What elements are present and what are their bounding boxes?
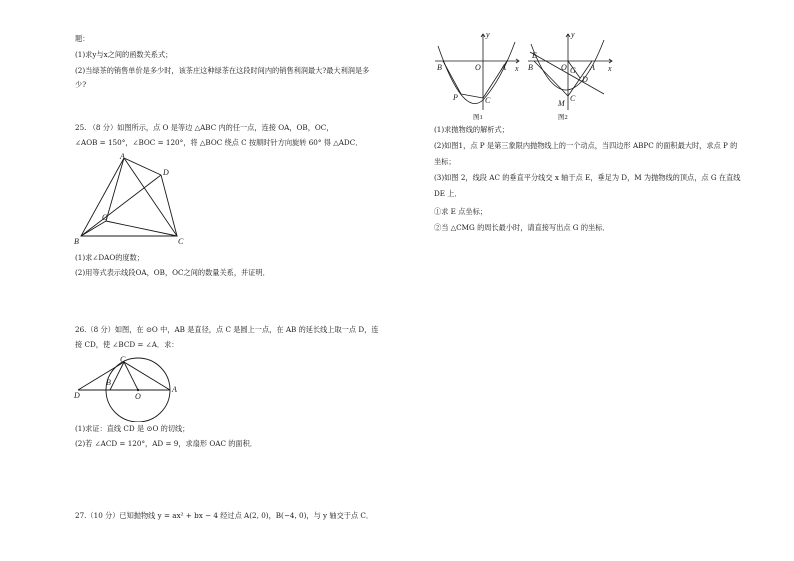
fig1-caption: 图1 bbox=[473, 114, 483, 120]
q26-label-d: D bbox=[74, 391, 80, 400]
fig1-y-label: y bbox=[486, 30, 490, 39]
q27-part-2a: (2)如图1，点 P 是第三象限内抛物线上的一个动点，当四边形 ABPC 的面积最大时，求点 P 的 bbox=[434, 141, 738, 150]
q26-label-b: B bbox=[106, 378, 111, 387]
fig2-label-g: G bbox=[570, 66, 576, 75]
q26-line-2: 接 CD，使 ∠BCD = ∠A．求： bbox=[75, 340, 179, 349]
fig1-label-p: P bbox=[453, 93, 458, 102]
fig2-y-label: y bbox=[571, 30, 575, 39]
q25-part-1: (1)求∠DAO的度数； bbox=[75, 253, 144, 262]
fig2-label-d: D bbox=[582, 75, 588, 84]
prev-question-tail: 题： bbox=[75, 34, 90, 43]
q27-part-2b: 坐标； bbox=[434, 157, 456, 166]
q27-part-1: (1)求抛物线的解析式； bbox=[434, 125, 509, 134]
fig2-label-m: M bbox=[558, 99, 565, 108]
q27-part-3d: ②当 △CMG 的周长最小时，请直接写出点 G 的坐标． bbox=[434, 223, 610, 232]
q27-part-3a: (3)如图 2，线段 AC 的垂直平分线交 x 轴于点 E，垂足为 D，M 为抛物线的顶点，点 G 在直线 bbox=[434, 173, 741, 182]
fig1-label-o: O bbox=[475, 63, 481, 72]
q25-line-1: 25. （8 分）如图所示，点 O 是等边 △ABC 内的任一点，连接 OA，OB，OC， bbox=[75, 123, 334, 132]
prev-part-1: (1)求y与x之间的函数关系式； bbox=[75, 50, 173, 59]
q26-line-1: 26.（8 分）如图，在 ⊙O 中，AB 是直径，点 C 是圆上一点，在 AB 的延长线上取一点 D，连 bbox=[75, 325, 379, 334]
prev-part-2-cont: 少? bbox=[75, 80, 87, 89]
q27-figure-1 bbox=[433, 28, 523, 120]
q25-label-a: A bbox=[120, 152, 125, 161]
q26-label-a: A bbox=[172, 385, 177, 394]
q25-line-2: ∠AOB = 150°，∠BOC = 120°，将 △BOC 绕点 C 按顺时针方向旋转 60° 得 △ADC． bbox=[75, 138, 363, 147]
fig2-caption: 图2 bbox=[558, 114, 568, 120]
q25-label-o: O bbox=[102, 213, 108, 222]
q25-triangle-figure bbox=[72, 150, 187, 246]
q26-part-1: (1)求证：直线 CD 是 ⊙O 的切线； bbox=[75, 424, 190, 433]
q26-label-c: C bbox=[120, 355, 126, 364]
q26-circle-figure bbox=[72, 352, 187, 422]
fig1-label-b: B bbox=[437, 63, 442, 72]
fig1-x-label: x bbox=[515, 64, 519, 73]
fig2-label-a: A bbox=[590, 63, 595, 72]
q26-label-o: O bbox=[135, 392, 141, 401]
q25-label-d: D bbox=[163, 168, 169, 177]
q27-line-1: 27.（10 分）已知抛物线 y = ax² + bx − 4 经过点 A(2, 0)，B(−4, 0)，与 y 轴交于点 C． bbox=[75, 511, 374, 520]
prev-part-2: (2)当绿茶的销售单价是多少时，该茶庄这种绿茶在这段时间内的销售利润最大?最大利润是多 bbox=[75, 66, 370, 75]
q25-label-b: B bbox=[74, 237, 79, 246]
fig2-x-label: x bbox=[608, 64, 612, 73]
q25-part-2: (2)用等式表示线段OA，OB，OC之间的数量关系，并证明． bbox=[75, 268, 270, 277]
q27-figure-2 bbox=[526, 28, 616, 120]
fig1-label-a: A bbox=[501, 63, 506, 72]
fig2-label-o: O bbox=[561, 63, 567, 72]
fig2-label-b: B bbox=[528, 63, 533, 72]
fig2-label-e: E bbox=[532, 51, 537, 60]
q27-part-3c: ①求 E 点坐标； bbox=[434, 207, 487, 216]
fig2-label-c: C bbox=[570, 94, 576, 103]
q25-label-c: C bbox=[178, 237, 184, 246]
q27-part-3b: DE 上． bbox=[434, 189, 462, 198]
q26-part-2: (2)若 ∠ACD = 120°，AD = 9，求扇形 OAC 的面积． bbox=[75, 439, 257, 448]
fig1-label-c: C bbox=[485, 96, 491, 105]
